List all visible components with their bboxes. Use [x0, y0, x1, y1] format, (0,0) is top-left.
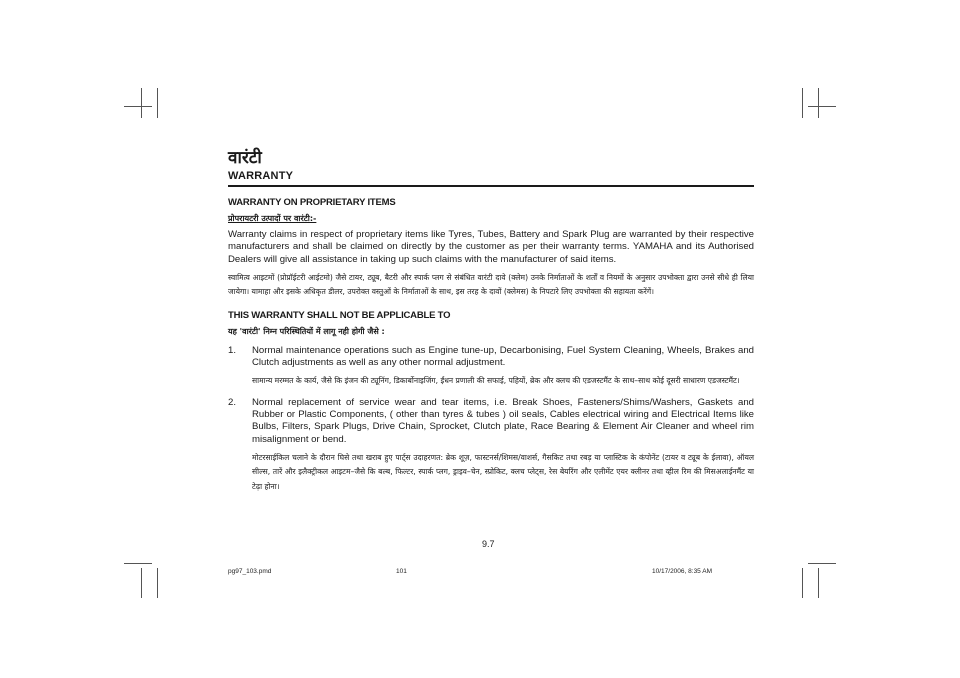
crop-mark	[802, 568, 803, 598]
crop-mark	[157, 568, 158, 598]
footer-sheet: 101	[396, 568, 407, 575]
page-title: WARRANTY	[228, 170, 294, 182]
list-item-number: 2.	[228, 396, 237, 408]
crop-mark	[124, 106, 152, 107]
list-item-text: Normal maintenance operations such as Engine tune-up, Decarbonising, Fuel System Cleaning, Wheels, Brakes and Clutch adjustments as well as any other normal adjustment.	[252, 344, 754, 369]
crop-mark	[141, 88, 142, 118]
list-item-text: Normal replacement of service wear and tear items, i.e. Break Shoes, Fasteners/Shims/Washers, Gaskets and Rubber or Plastic Components, ( other than tyres & tubes ) oil seals, Cables electrical wiring and Electrical Items like Bulbs, Filters, Spark Plugs, Drive Chain, Sprocket, Clutch plate, Race Bearing & Element Air Cleaner and wheel rim misalignment or bend.	[252, 396, 754, 445]
crop-mark	[141, 568, 142, 598]
footer-datetime: 10/17/2006, 8:35 AM	[652, 568, 712, 575]
title-divider	[228, 185, 754, 187]
crop-mark	[157, 88, 158, 118]
crop-mark	[124, 563, 152, 564]
page-title-hindi: वारंटी	[228, 148, 262, 168]
proprietary-paragraph-hindi: स्वामित्व आइटमों (प्रोप्रॉईटरी आईटमो) जैसे टायर, ट्यूब, बैटरी और स्पार्क प्लग से संबंधित वारंटी दावे (क्लेम) उनके निर्माताओं के शर्तों व नियमों के अनुसार उपभोक्ता द्वारा उनसे सीधे ही लिया जायेगा। यामाहा और इसके अधिकृत डीलर, उपरोक्त वस्तुओं के निर्माताओं के साथ, इस तरह के दावों (क्लेमस) के निपटारे लिए उपभोक्ता की सहायता करेंगें।	[228, 273, 754, 297]
list-item-text-hindi: सामान्य मरम्मत के कार्य, जैसे कि इंजन की ट्यूनिंग, डिकार्बोनाइजिंग, ईंधन प्रणाली की सफाई, पहियों, ब्रेक और क्लच की एडजस्टमैंट के साथ–साथ कोई दूसरी साधारण एडजस्टमैंट।	[252, 376, 740, 386]
crop-mark	[802, 88, 803, 118]
crop-mark	[808, 106, 836, 107]
list-item	[228, 345, 754, 389]
list-item	[228, 397, 754, 494]
page-content	[228, 148, 754, 494]
section-heading-proprietary-hindi: प्रोपरायटरी उत्पादों पर वारंटी:-	[228, 214, 317, 223]
section-heading-not-applicable-hindi: यह 'वारंटी' निम्न परिस्थितियों में लागू नही होगी जैसे :	[228, 326, 385, 336]
section-heading-proprietary: WARRANTY ON PROPRIETARY ITEMS	[228, 197, 396, 208]
crop-mark	[808, 563, 836, 564]
proprietary-paragraph: Warranty claims in respect of proprietary items like Tyres, Tubes, Battery and Spark Plug are warranted by their respective manufacturers and shall be claimed on directly by the customer as per their warranty terms. YAMAHA and its Authorised Dealers will give all assistance in taking up such claims with the manufacturer of said items.	[228, 229, 754, 265]
section-heading-not-applicable: THIS WARRANTY SHALL NOT BE APPLICABLE TO	[228, 309, 451, 321]
crop-mark	[818, 568, 819, 598]
footer-file: pg97_103.pmd	[228, 568, 272, 575]
page-number: 9.7	[482, 539, 495, 549]
crop-mark	[818, 88, 819, 118]
list-item-text-hindi: मोटरसाईकिल चलाने के दौरान घिसे तथा खराब हुए पार्ट्स उदाहरणत: ब्रेक शूज़, फास्टनर्स/शिमस/वाशर्स, गैसकिट तथा रबड़ या प्लास्टिक के कंपोनेंट (टायर व ट्यूब के ईलावा), ऑयल सील्स, तारें और इलैक्ट्रीकल आइटम–जैसे कि बल्ब, फिल्टर, स्पार्क प्लग, ड्राइव–चेन, स्प्रोकिट, क्लच प्लेट्स, रेस बेयरिंग और एलीमेंट एयर क्लीनर तथा व्हील रिम की मिसअलाईनमैंट या टेढ़ा होना।	[252, 453, 754, 491]
list-item-number: 1.	[228, 344, 237, 356]
